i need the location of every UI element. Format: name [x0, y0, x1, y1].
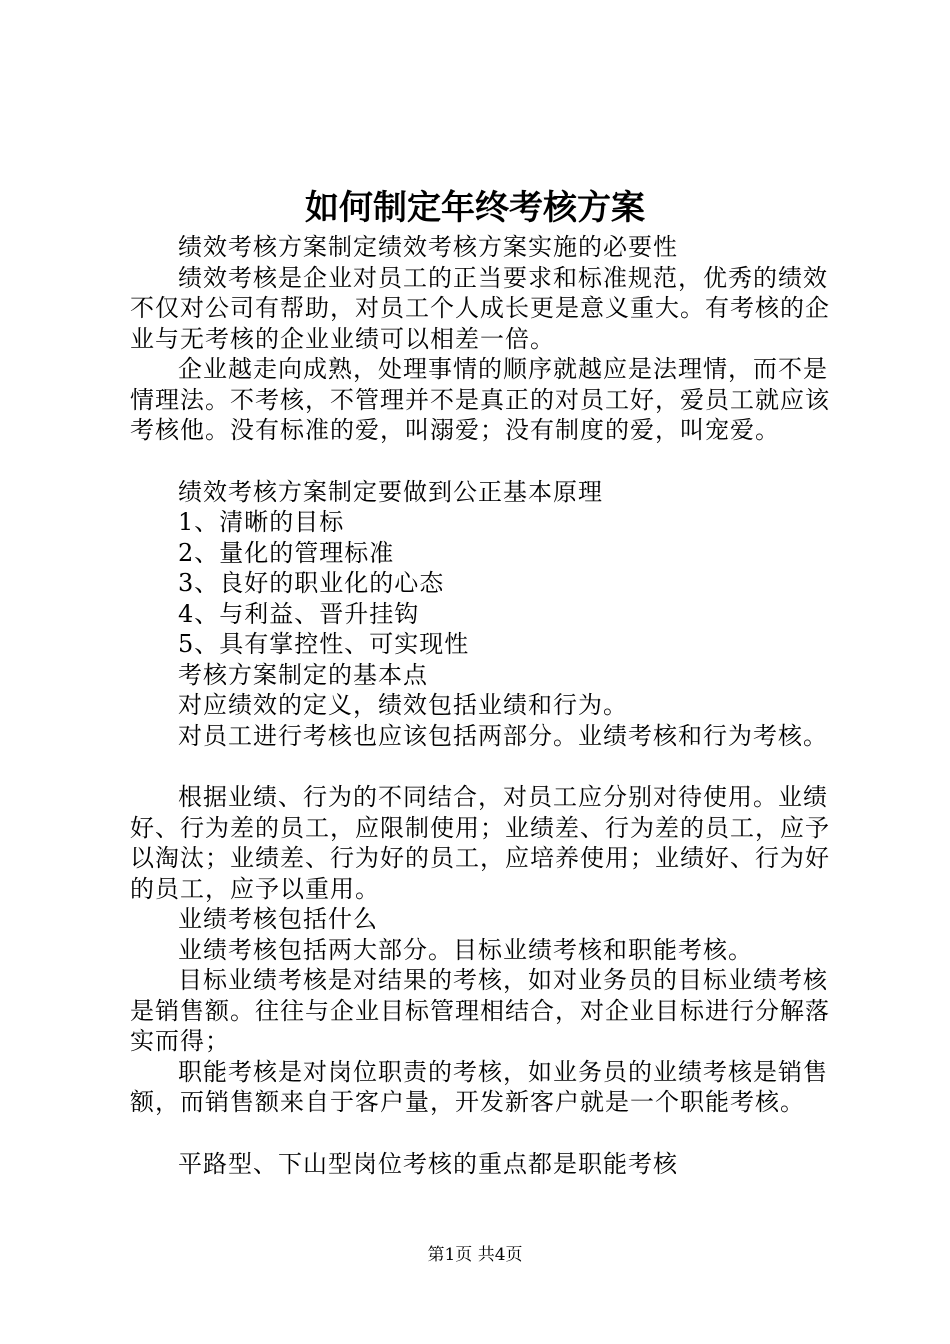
document-body: [130, 232, 836, 1179]
paragraph-gap: [130, 751, 836, 782]
paragraph-what-included-heading: 业绩考核包括什么: [178, 905, 378, 933]
paragraph-principles-heading: 绩效考核方案制定要做到公正基本原理: [178, 477, 603, 506]
document-title: 如何制定年终考核方案: [305, 188, 645, 228]
paragraph-necessity-heading: 绩效考核方案制定绩效考核方案实施的必要性: [178, 233, 678, 261]
list-item: 2、量化的管理标准: [178, 538, 395, 567]
paragraph-two-major-parts: 业绩考核包括两大部分。目标业绩考核和职能考核。: [178, 935, 753, 964]
list-item: 3、良好的职业化的心态: [178, 569, 445, 597]
paragraph-gap: [130, 1118, 836, 1149]
list-item: 5、具有掌控性、可实现性: [178, 630, 470, 658]
paragraph-combination-usage: 根据业绩、行为的不同结合，对员工应分别对待使用。业绩好、行为差的员工，应限制使用；业绩差、行为差的员工，应予以淘汰；业绩差、行为好的员工，应培养使用；业绩好、行为好的员工，应予以重用。: [130, 783, 830, 903]
paragraph-performance-definition: 绩效考核是企业对员工的正当要求和标准规范，优秀的绩效不仅对公司有帮助，对员工个人成长更是意义重大。有考核的企业与无考核的企业业绩可以相差一倍。: [130, 263, 830, 353]
paragraph-function-assessment: 职能考核是对岗位职责的考核，如业务员的业绩考核是销售额，而销售额来自于客户量，开发新客户就是一个职能考核。: [130, 1057, 828, 1116]
paragraph-two-parts: 对员工进行考核也应该包括两部分。业绩考核和行为考核。: [178, 721, 828, 750]
paragraph-enterprise-maturity: 企业越走向成熟，处理事情的顺序就越应是法理情，而不是情理法。不考核，不管理并不是真正的对员工好，爱员工就应该考核他。没有标准的爱，叫溺爱；没有制度的爱，叫宠爱。: [130, 355, 830, 444]
paragraph-gap: [130, 446, 836, 477]
paragraph-performance-meaning: 对应绩效的定义，绩效包括业绩和行为。: [178, 691, 628, 719]
paragraph-position-focus: 平路型、下山型岗位考核的重点都是职能考核: [178, 1149, 678, 1178]
paragraph-basic-points-heading: 考核方案制定的基本点: [178, 660, 428, 689]
paragraph-target-performance: 目标业绩考核是对结果的考核，如对业务员的目标业绩考核是销售额。往往与企业目标管理相结合，对企业目标进行分解落实而得；: [130, 966, 830, 1055]
list-item: 4、与利益、晋升挂钩: [178, 599, 420, 628]
page-footer: 第1页 共4页: [427, 1245, 523, 1265]
list-item: 1、清晰的目标: [178, 508, 345, 536]
